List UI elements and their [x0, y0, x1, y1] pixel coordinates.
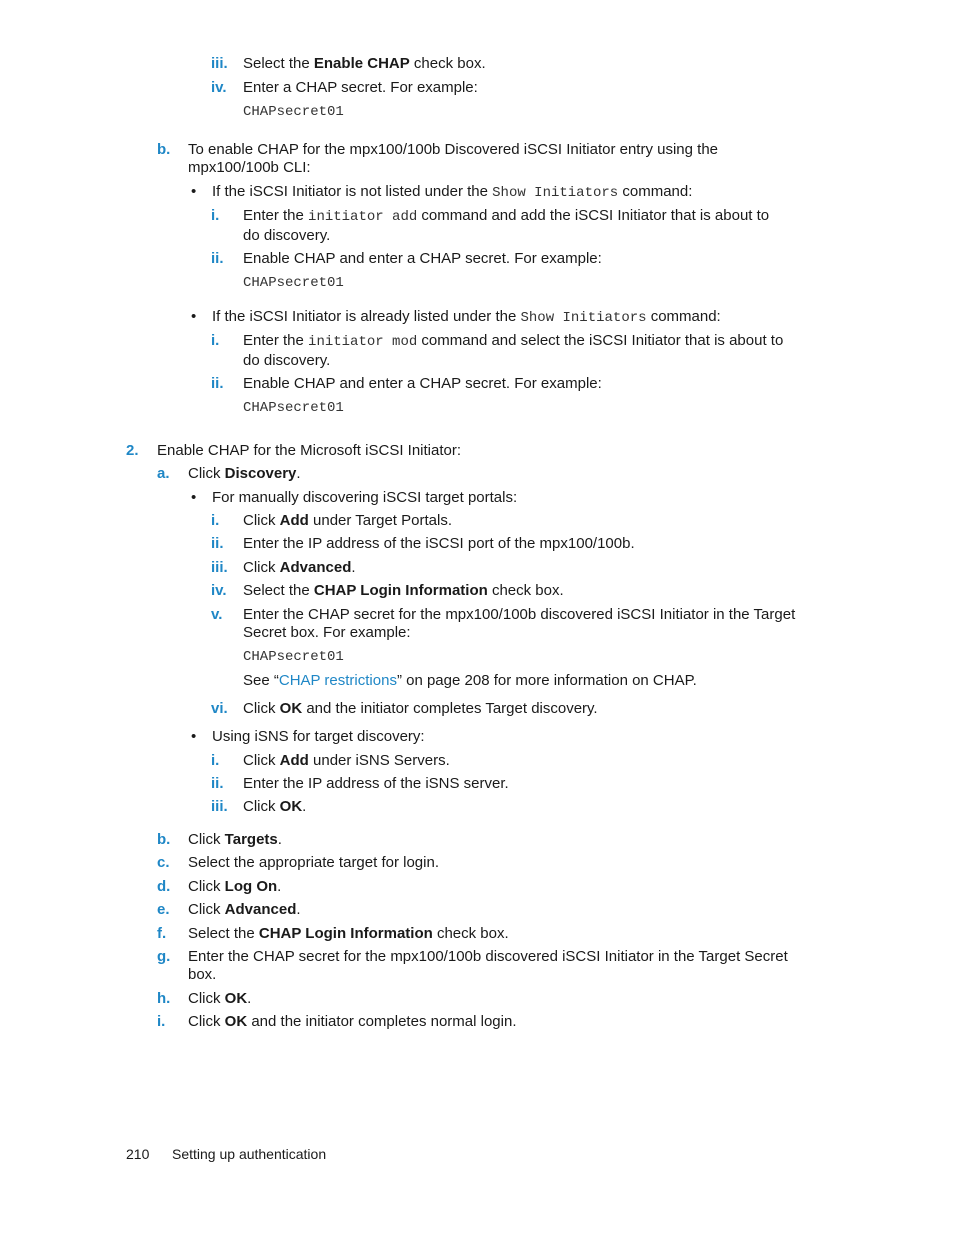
chap-restrictions-link[interactable]: CHAP restrictions: [278, 672, 397, 689]
step-text: Click Add under iSNS Servers.: [243, 752, 450, 769]
bullet-text: If the iSCSI Initiator is already listed under the Show Initiators command:: [212, 308, 721, 326]
code-example: CHAPsecret01: [243, 275, 344, 291]
bullet-text: If the iSCSI Initiator is not listed under the Show Initiators command:: [212, 183, 693, 201]
step-marker: i.: [211, 512, 220, 529]
step-marker: iii.: [211, 559, 228, 576]
step-text: Select the Enable CHAP check box.: [243, 55, 486, 72]
step-text: Secret box. For example:: [243, 624, 411, 641]
code-example: CHAPsecret01: [243, 400, 344, 416]
step-text: To enable CHAP for the mpx100/100b Discovered iSCSI Initiator entry using the: [188, 141, 719, 158]
step-text: Click OK.: [188, 990, 252, 1007]
step-text: Enter the IP address of the iSCSI port of the mpx100/100b.: [243, 535, 635, 552]
code-example: CHAPsecret01: [243, 104, 344, 120]
step-marker: d.: [157, 878, 171, 895]
step-text: Select the appropriate target for login.: [188, 854, 439, 871]
step-text: Enter the IP address of the iSNS server.: [243, 775, 509, 792]
bullet: •: [191, 728, 197, 745]
step-marker: e.: [157, 901, 170, 918]
step-text: do discovery.: [243, 227, 331, 244]
step-text: Enter the initiator mod command and select the iSCSI Initiator that is about to: [243, 332, 784, 350]
step-text: Click Advanced.: [243, 559, 356, 576]
step-text: Select the CHAP Login Information check box.: [243, 582, 564, 599]
step-text: Click Add under Target Portals.: [243, 512, 452, 529]
bullet: •: [191, 489, 197, 506]
step-marker: v.: [211, 606, 223, 623]
step-marker: vi.: [211, 700, 228, 717]
step-marker: i.: [211, 752, 220, 769]
step-text: Enter a CHAP secret. For example:: [243, 79, 478, 96]
step-marker: i.: [157, 1013, 166, 1030]
step-text: Click Log On.: [188, 878, 282, 895]
step-marker: ii.: [211, 535, 224, 552]
step-marker: f.: [157, 925, 167, 942]
step-text: Click Targets.: [188, 831, 282, 848]
step-marker: iii.: [211, 798, 228, 815]
step-marker: c.: [157, 854, 170, 871]
step-marker: a.: [157, 465, 170, 482]
step-marker: iv.: [211, 79, 227, 96]
step-text: Enter the CHAP secret for the mpx100/100b discovered iSCSI Initiator in the Target: [243, 606, 796, 623]
step-text: Click Advanced.: [188, 901, 301, 918]
step-text: Enable CHAP and enter a CHAP secret. For example:: [243, 375, 602, 392]
step-text: Enter the CHAP secret for the mpx100/100b discovered iSCSI Initiator in the Target Secret: [188, 948, 788, 965]
step-marker: iv.: [211, 582, 227, 599]
bullet-text: For manually discovering iSCSI target portals:: [212, 489, 518, 506]
step-text: Enable CHAP for the Microsoft iSCSI Initiator:: [157, 442, 462, 459]
bullet: •: [191, 308, 197, 325]
step-marker: g.: [157, 948, 171, 965]
step-marker: b.: [157, 141, 171, 158]
step-marker: 2.: [126, 442, 139, 459]
bullet: •: [191, 183, 197, 200]
step-text: box.: [188, 966, 217, 983]
step-text: Click OK and the initiator completes normal login.: [188, 1013, 517, 1030]
step-text: Click Discovery.: [188, 465, 301, 482]
step-marker: ii.: [211, 250, 224, 267]
step-text: Click OK.: [243, 798, 307, 815]
step-marker: i.: [211, 207, 220, 224]
page-number: 210: [126, 1146, 150, 1162]
step-marker: ii.: [211, 375, 224, 392]
step-marker: ii.: [211, 775, 224, 792]
step-text: Select the CHAP Login Information check box.: [188, 925, 509, 942]
step-text: mpx100/100b CLI:: [188, 159, 311, 176]
step-text: Enter the initiator add command and add the iSCSI Initiator that is about to: [243, 207, 770, 225]
see-also-text: See “CHAP restrictions” on page 208 for more information on CHAP.: [243, 672, 697, 689]
step-marker: i.: [211, 332, 220, 349]
step-marker: b.: [157, 831, 171, 848]
bullet-text: Using iSNS for target discovery:: [212, 728, 425, 745]
step-marker: h.: [157, 990, 171, 1007]
step-text: do discovery.: [243, 352, 331, 369]
footer-section-title: Setting up authentication: [172, 1146, 327, 1162]
step-marker: iii.: [211, 55, 228, 72]
step-text: Click OK and the initiator completes Target discovery.: [243, 700, 598, 717]
step-text: Enable CHAP and enter a CHAP secret. For example:: [243, 250, 602, 267]
code-example: CHAPsecret01: [243, 649, 344, 665]
